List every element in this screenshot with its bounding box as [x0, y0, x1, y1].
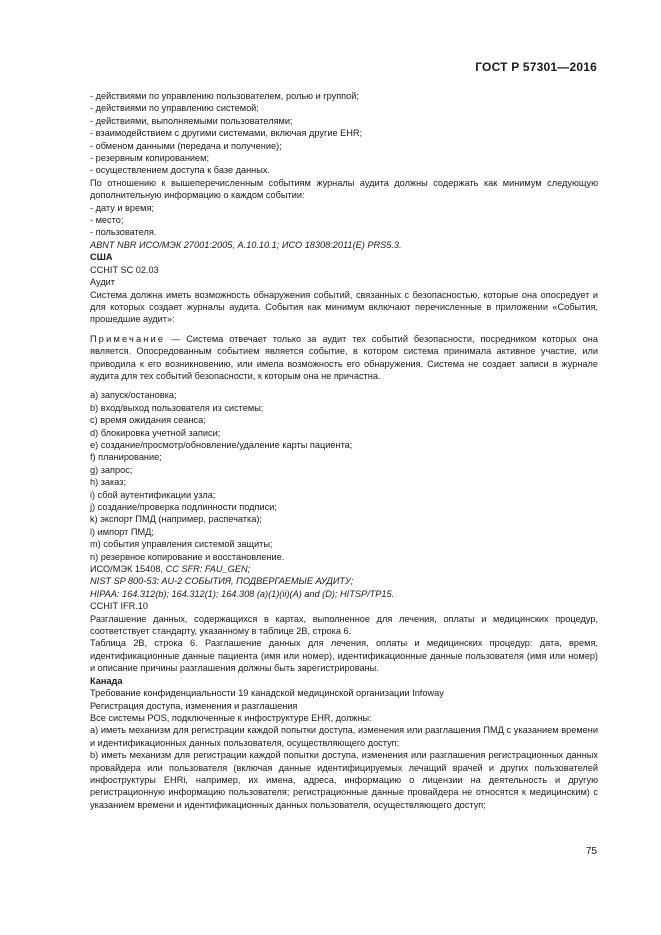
list-item: - обменом данными (передача и получение);: [90, 140, 282, 151]
section-heading-canada: Канада: [90, 675, 123, 686]
list-item: g) запрос;: [90, 464, 133, 475]
list-item: l) импорт ПМД;: [90, 526, 154, 537]
list-item: - действиями, выполняемыми пользователями;: [90, 115, 293, 126]
reference-line: [90, 563, 598, 575]
list-item: d) блокировка учетной записи;: [90, 427, 221, 438]
cchit-code: CCHIT SC 02.03: [90, 264, 159, 275]
list-item: m) события управления системой защиты;: [90, 539, 273, 550]
note-text: — Система отвечает только за аудит тех событий безопасности, посредником которых она является. Опосредованным событием является событие, в котором система принимала активное участие, или приводила к его возникновению, или имела возможность его обнаружения. Система не создает записи в журнале аудита для тех событий безопасности, к которым она не причастна.: [90, 333, 598, 381]
list-item: - место;: [90, 215, 124, 226]
list-item: e) создание/просмотр/обновление/удаление карты пациента;: [90, 439, 353, 450]
standard-header: ГОСТ Р 57301—2016: [475, 60, 597, 74]
page-body: [90, 90, 598, 811]
list-item: b) вход/выход пользователя из системы;: [90, 402, 264, 413]
list-item: h) заказ;: [90, 477, 127, 488]
list-item: j) создание/проверка подлинности подписи;: [90, 502, 277, 512]
audit-actions-list: [90, 90, 598, 177]
reference-line: ABNT NBR ИСО/МЭК 27001:2005, A.10.10.1; ИСО 18308:2011(E) PRS5.3.: [90, 239, 402, 250]
requirement-paragraph: Система должна иметь возможность обнаружения событий, связанных с безопасностью, которые она опосредует и для которых создает журналы аудита. События как минимум включают перечисленные в приложении «События, прошедшие аудит»:: [90, 289, 598, 325]
list-item: - взаимодействием с другими системами, включая другие EHR;: [90, 128, 363, 139]
canada-requirement: Требование конфиденциальности 19 канадской медицинской организации Infoway: [90, 688, 444, 699]
reference-line: NIST SP 800-53: AU-2 СОБЫТИЯ, ПОДВЕРГАЕМЫЕ АУДИТУ;: [90, 576, 354, 587]
disclosure-paragraph: Разглашение данных, содержащихся в картах, выполненное для лечения, оплаты и медицинских процедур, соответствует стандарту, указанному в таблице 2B, строка 6.: [90, 613, 598, 637]
canada-item-a: а) иметь механизм для регистрации каждой попытки доступа, изменения или разглашения ПМД с указанием времени и идентификационных данных пользователя, осуществляющего доступ;: [90, 725, 598, 748]
list-item: f) планирование;: [90, 452, 162, 463]
canada-intro: Все системы POS, подключенные к инфоструктуре EHR, должны:: [90, 712, 372, 723]
section-heading-usa: США: [90, 252, 113, 263]
reference-italic: CC SFR: FAU_GEN;: [165, 564, 251, 575]
canada-requirement-title: Регистрация доступа, изменения и разглашения: [90, 700, 298, 711]
audit-info-list: [90, 202, 598, 239]
reference-normal: ИСО/МЭК 15408,: [90, 564, 166, 575]
list-item: - осуществлением доступа к базе данных.: [90, 165, 270, 176]
note-paragraph: [90, 333, 598, 383]
canada-item-b: b) иметь механизм для регистрации каждой попытки доступа, изменения или разглашения регистрационных данных провайдера или пользователя (включая данные идентифицируемых лечащий врачей и других пользователей инфоструктуры EHRi, например, их имена, адреса, информацию о лицензии на деятельность и другую регистрационную информацию пользователя; регистрационные данные провайдера не относятся к медицинским) с указанием времени и идентификационных данных пользователя, осуществляющего доступ;: [90, 750, 598, 810]
note-label: Примечание: [90, 333, 166, 344]
list-item: n) резервное копирование и восстановление.: [90, 551, 285, 562]
list-item: - действиями по управлению пользователем, ролью и группой;: [90, 91, 359, 101]
list-item: - действиями по управлению системой;: [90, 103, 259, 114]
list-item: - дату и время;: [90, 202, 154, 213]
list-item: k) экспорт ПМД (например, распечатка);: [90, 514, 262, 525]
cchit-code: CCHIT IFR.10: [90, 601, 149, 612]
list-item: - резервным копированием;: [90, 153, 210, 164]
list-item: i) сбой аутентификации узла;: [90, 489, 216, 500]
reference-line: HIPAA: 164.312(b); 164.312(1); 164.308 (a)(1)(ii)(A) and (D); HITSP/TP15.: [90, 588, 395, 599]
list-item: - пользователя.: [90, 227, 157, 238]
list-item: a) запуск/остановка;: [90, 390, 177, 401]
table-reference-paragraph: Таблица 2B, строка 6. Разглашение данных для лечения, оплаты и медицинских процедур: дата, время, идентификационные данные пациента (имя или номер), идентификационные данные пользователя (имя или номер) и описание причины разглашения должны быть зарегистрированы.: [90, 638, 598, 674]
list-item: c) время ожидания сеанса;: [90, 415, 206, 426]
page-number: 75: [585, 846, 597, 857]
requirement-title: Аудит: [90, 277, 116, 288]
audit-info-paragraph: По отношению к вышеперечисленным событиям журналы аудита должны содержать как минимум следующую дополнительную информацию о каждом событии:: [90, 177, 598, 201]
audited-events-list: [90, 389, 598, 563]
